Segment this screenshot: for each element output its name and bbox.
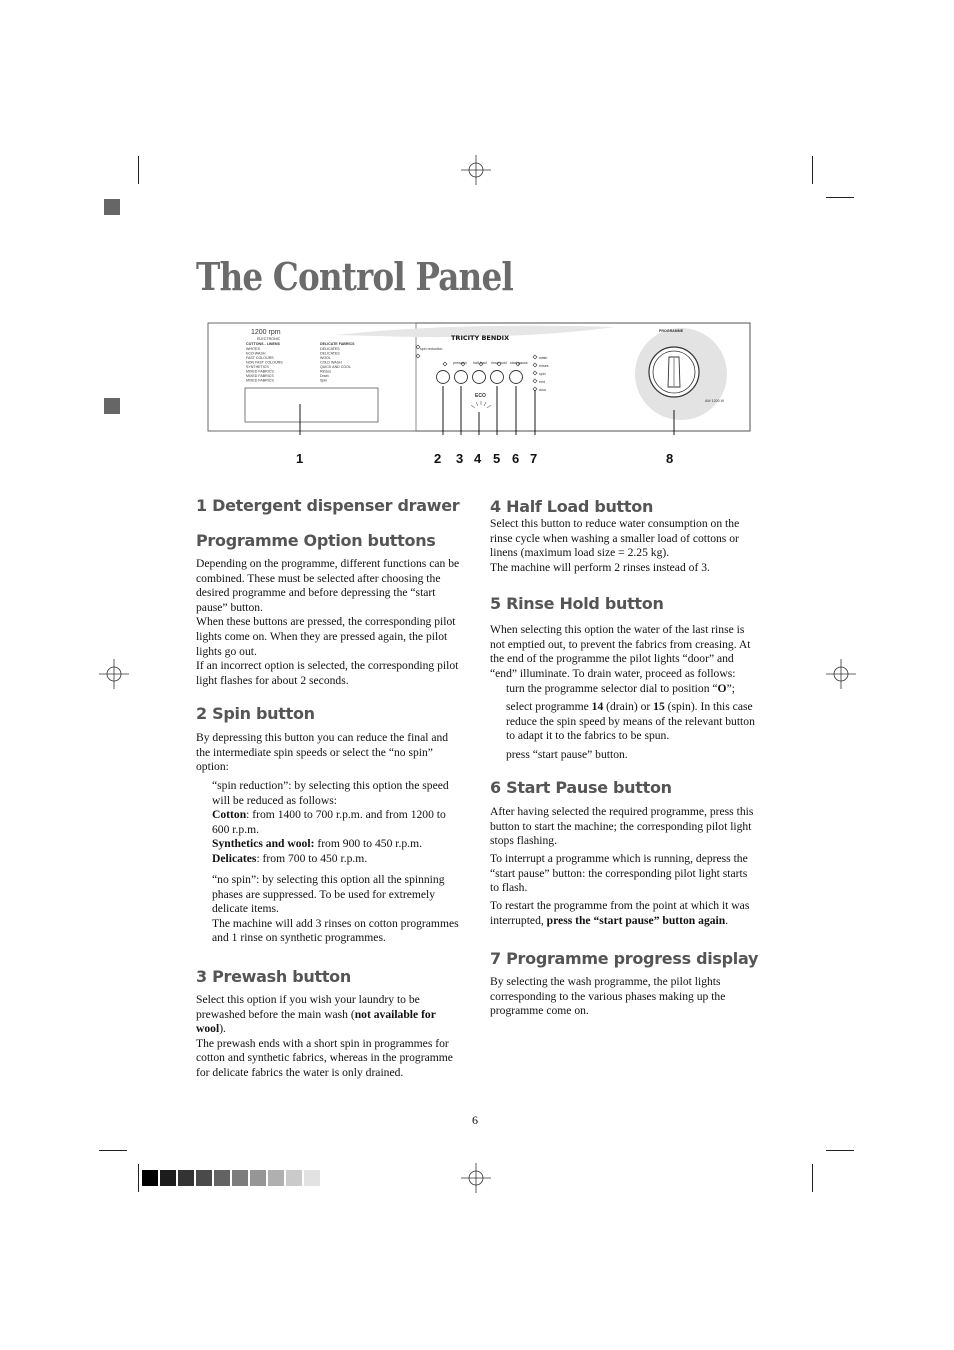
- spin-reduction-label: spin reduction: [420, 347, 443, 351]
- grey-strip: [178, 1170, 194, 1186]
- rpm-label: 1200 rpm: [251, 329, 281, 336]
- svg-text:QUICK AND COOL: QUICK AND COOL: [320, 365, 351, 369]
- start-pause-paragraph-2: To interrupt a programme which is running, depress the “start pause” button: the corresponding pilot light starts to flash.: [490, 852, 748, 895]
- prewash-label: prewash: [453, 361, 467, 365]
- callout-7: 7: [530, 451, 538, 466]
- spin-reduction-paragraph: “spin reduction”: by selecting this option the speed will be reduced as follows: Cotton: from 1400 to 700 r.p.m. and from 1200 to 600 r.p.m. Synthetics and wool: from 900 to 450 r.p.m. Delicates: from 700 to 450 r.p.m.: [212, 779, 449, 865]
- svg-text:COLD WASH: COLD WASH: [320, 360, 342, 365]
- svg-text:SYNTHETICS: SYNTHETICS: [246, 365, 269, 369]
- crop-mark: [812, 156, 813, 184]
- callout-1: 1: [296, 451, 304, 466]
- svg-text:DELICATES: DELICATES: [320, 351, 340, 356]
- grey-strip: [142, 1170, 158, 1186]
- heading-spin-button: 2 Spin button: [196, 704, 315, 723]
- rinse-step-2: select programme 14 (drain) or 15 (spin). In this case reduce the spin speed by means of the relevant button to adapt it to the fabrics to be spun.: [506, 700, 755, 743]
- progress-display-paragraph: By selecting the wash programme, the pilot lights corresponding to the various phases making up the programme come on.: [490, 975, 726, 1018]
- heading-programme-options: Programme Option buttons: [196, 531, 436, 550]
- callout-5: 5: [493, 451, 501, 466]
- electronic-label: ELECTRONIC: [257, 337, 281, 341]
- brand-logo: TRICITY BENDIX: [451, 334, 510, 342]
- registration-mark-icon: [99, 659, 129, 689]
- svg-text:spin: spin: [539, 372, 546, 376]
- registration-mark-icon: [826, 659, 856, 689]
- grey-strip: [232, 1170, 248, 1186]
- svg-text:Rinses: Rinses: [320, 369, 331, 374]
- heading-rinse-hold-button: 5 Rinse Hold button: [490, 594, 664, 613]
- grey-square-mark: [104, 199, 120, 215]
- callout-3: 3: [456, 451, 464, 466]
- svg-text:end: end: [539, 380, 545, 384]
- svg-text:WOOL: WOOL: [320, 356, 331, 360]
- svg-text:DELICATES: DELICATES: [320, 347, 340, 351]
- svg-text:ECO WASH: ECO WASH: [246, 351, 266, 356]
- crop-mark: [826, 197, 854, 198]
- half-load-paragraph: Select this button to reduce water consumption on the rinse cycle when washing a smaller load of cottons or linens (maximum load size = 2.25 kg). The machine will perform 2 rinses instead of 3.: [490, 517, 740, 574]
- heading-prewash-button: 3 Prewash button: [196, 967, 351, 986]
- eco-label: ECO: [475, 393, 486, 399]
- model-label: AW 1200 W: [705, 399, 725, 403]
- grey-strip: [196, 1170, 212, 1186]
- crop-mark: [138, 156, 139, 184]
- svg-text:FAST COLOURS: FAST COLOURS: [246, 356, 274, 360]
- crop-mark: [826, 1150, 854, 1151]
- half-load-label: half load: [473, 361, 487, 365]
- start-pause-paragraph-3: To restart the programme from the point at which it was interrupted, press the “start pause” button again.: [490, 899, 750, 927]
- svg-text:wash: wash: [539, 356, 548, 360]
- rinse-hold-paragraph: When selecting this option the water of the last rinse is not emptied out, to prevent the fabrics from creasing. At the end of the programme the pilot lights “door” and “end” illuminate. To drain water, proceed as follows:: [490, 623, 751, 680]
- grey-square-mark: [104, 398, 120, 414]
- callout-6: 6: [512, 451, 520, 466]
- prewash-paragraph: Select this option if you wish your laundry to be prewashed before the main wash (not available for wool). The prewash ends with a short spin in programmes for cotton and synthetic fabrics, whereas in the programme for delicate fabrics the water is only drained.: [196, 993, 453, 1079]
- svg-text:WHITES: WHITES: [246, 347, 260, 351]
- heading-progress-display: 7 Programme progress display: [490, 949, 759, 968]
- callout-2: 2: [434, 451, 442, 466]
- rinse-step-1: turn the programme selector dial to position “O”;: [506, 682, 735, 695]
- svg-text:door: door: [539, 388, 547, 392]
- callout-8: 8: [666, 451, 674, 466]
- page-number: 6: [472, 1113, 478, 1127]
- svg-text:MIXED FABRICS: MIXED FABRICS: [246, 369, 274, 374]
- grey-strip: [250, 1170, 266, 1186]
- rinse-step-3: press “start pause” button.: [506, 748, 628, 761]
- heading-detergent-drawer: 1 Detergent dispenser drawer: [196, 496, 460, 515]
- control-panel-illustration: [205, 320, 753, 435]
- crop-mark: [812, 1164, 813, 1192]
- svg-text:Spin: Spin: [320, 378, 328, 383]
- callout-4: 4: [474, 451, 482, 466]
- rinse-hold-label: rinse hold: [491, 361, 507, 365]
- registration-mark-icon: [461, 155, 491, 185]
- spin-intro-paragraph: By depressing this button you can reduce the final and the intermediate spin speeds or select the “no spin” option:: [196, 731, 449, 774]
- programme-label: PROGRAMME: [659, 329, 684, 333]
- heading-start-pause-button: 6 Start Pause button: [490, 778, 672, 797]
- registration-mark-icon: [461, 1163, 491, 1193]
- svg-text:MIXED FABRICS: MIXED FABRICS: [246, 378, 274, 383]
- programme-options-paragraph: Depending on the programme, different functions can be combined. These must be selected after choosing the desired programme and before depressing the “start pause” button. When these buttons are pressed, the corresponding pilot lights come on. When they are pressed again, the pilot lights go out. If an incorrect option is selected, the corresponding pilot light flashes for about 2 seconds.: [196, 557, 460, 687]
- start-pause-label: start pause: [510, 361, 528, 365]
- grey-strip: [268, 1170, 284, 1186]
- grey-strip: [304, 1170, 320, 1186]
- svg-text:MIXED FABRICS: MIXED FABRICS: [246, 374, 274, 378]
- crop-mark: [99, 1150, 127, 1151]
- start-pause-paragraph-1: After having selected the required programme, press this button to start the machine; the corresponding pilot light stops flashing.: [490, 805, 754, 848]
- delicates-header: DELICATE FABRICS: [320, 342, 355, 346]
- heading-half-load-button: 4 Half Load button: [490, 497, 654, 516]
- page-title: The Control Panel: [196, 254, 513, 299]
- svg-text:Drain: Drain: [320, 374, 329, 378]
- svg-text:NON FAST COLOURS: NON FAST COLOURS: [246, 360, 283, 365]
- no-spin-paragraph: “no spin”: by selecting this option all the spinning phases are suppressed. To be used for extremely delicate items. The machine will add 3 rinses on cotton programmes and 1 rinse on synthetic programmes.: [212, 873, 459, 945]
- svg-text:rinses: rinses: [539, 364, 549, 368]
- grey-strip: [286, 1170, 302, 1186]
- cottons-header: COTTONS - LINENS: [246, 342, 280, 346]
- grey-strip: [160, 1170, 176, 1186]
- crop-mark: [138, 1164, 139, 1192]
- grey-strip: [214, 1170, 230, 1186]
